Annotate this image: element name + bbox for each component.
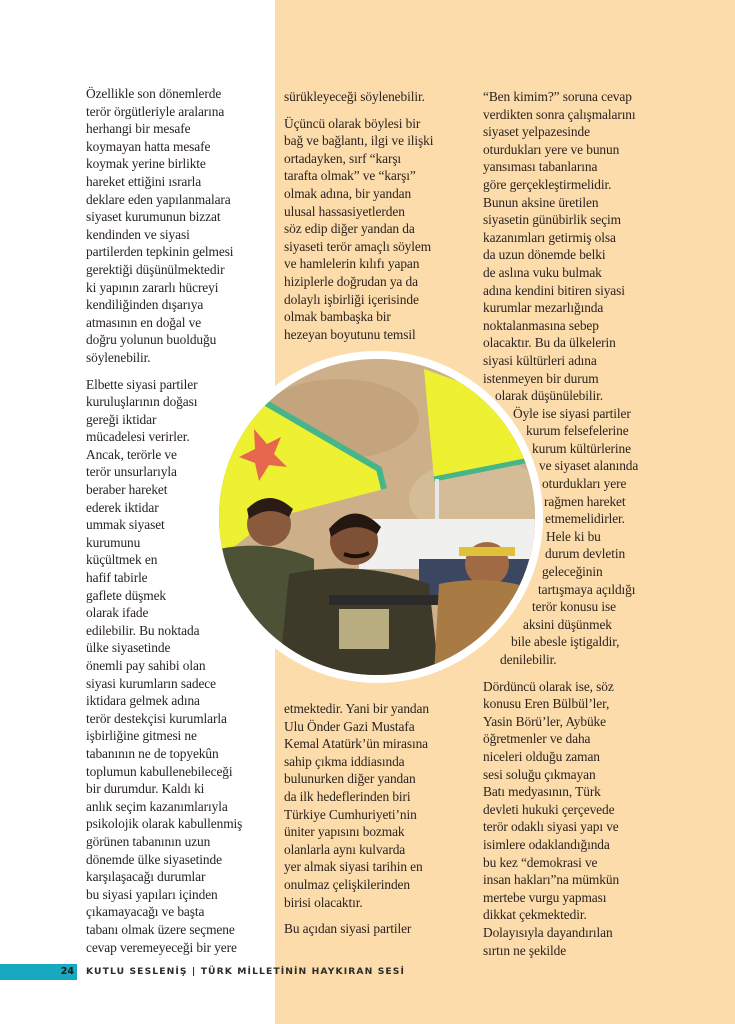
text-line: denilebilir.	[500, 652, 557, 667]
running-title: KUTLU SESLENİŞ | TÜRK MİLLETİNİN HAYKIRAN SESİ	[86, 966, 406, 977]
text-line: edilebilir. Bu noktada	[86, 622, 200, 638]
text-line: birisi olacaktır.	[284, 894, 363, 910]
text-line: olarak ifade	[86, 605, 149, 621]
text-line: dolaylı işbirliği içerisinde	[284, 291, 419, 307]
text-line: Bu açıdan siyasi partiler	[284, 921, 412, 937]
text-line: koymayan hatta mesafe	[86, 138, 211, 154]
text-line: siyaseti terör amaçlı söylem	[284, 238, 432, 254]
text-line: toplumun kabullenebileceği	[86, 763, 233, 779]
text-line: insan hakları”na mümkün	[483, 872, 620, 888]
text-line: siyasetin günübirlik seçim	[483, 212, 621, 228]
text-line: olmak adına, bir yandan	[284, 185, 412, 201]
text-line: tartışmaya açıldığı	[538, 581, 636, 597]
text-line: geleceğinin	[542, 564, 603, 580]
text-line: bulunurken diğer yandan	[284, 771, 416, 787]
text-line: kendinden ve siyasi	[86, 226, 190, 242]
text-line: sürükleyeceği söylenebilir.	[284, 89, 425, 104]
text-line: kuruluşlarının doğası	[86, 394, 198, 410]
text-line: kurum felsefelerine	[526, 423, 629, 439]
text-line: öğretmenler ve daha	[483, 731, 591, 747]
headband	[459, 547, 515, 556]
page-number: 24	[60, 966, 74, 977]
text-line: kazanımları getirmiş olsa	[483, 229, 616, 245]
text-line: çıkamayacağı ve başta	[86, 904, 205, 920]
text-line: durum devletin	[545, 546, 626, 562]
text-line: ederek iktidar	[86, 499, 159, 515]
text-line: söylenebilir.	[86, 349, 151, 365]
text-line: olmak bambaşka bir	[284, 309, 391, 325]
text-line: Yasin Börü’ler, Aybüke	[483, 713, 606, 729]
text-line: bir durumdur. Kaldı ki	[86, 781, 205, 797]
paragraph	[284, 115, 469, 344]
text-line: etmemelidirler.	[545, 511, 625, 527]
text-line: bağ ve bağlantı, ilgi ve ilişki	[284, 133, 434, 149]
text-line: niceleri olduğu zaman	[483, 748, 600, 764]
text-line: görünen tabanının uzun	[86, 833, 211, 849]
text-line: siyasi kurumların sadece	[86, 675, 216, 691]
text-line: partilerden tepkinin gelmesi	[86, 244, 234, 260]
text-line: üniter yapısını bozmak	[284, 824, 405, 840]
text-line: mücadelesi verirler.	[86, 429, 190, 445]
text-line: ki yapının zararlı hücreyi	[86, 279, 219, 295]
text-line: kurumlar mezarlığında	[483, 300, 604, 316]
text-line: olanlarla aynı kulvarda	[284, 841, 406, 857]
text-line: ve hamlelerin kılıfı yapan	[284, 256, 420, 272]
text-line: onulmaz çelişkilerinden	[284, 876, 410, 892]
ammo-pouch	[339, 609, 389, 649]
text-line: rağmen hareket	[544, 493, 626, 509]
text-line: siyaset yelpazesinde	[483, 124, 590, 140]
text-line: bu siyasi yapıları içinden	[86, 886, 218, 902]
text-line: oturdukları yere ve bunun	[483, 141, 620, 157]
text-line: psikolojik olarak kabullenmiş	[86, 816, 243, 832]
text-line: ortadayken, sırf “karşı	[284, 150, 402, 166]
text-line: ulusal hassasiyetlerden	[284, 203, 405, 219]
text-line: göre gerçekleştirmelidir.	[483, 176, 612, 192]
text-line: beraber hareket	[86, 482, 168, 498]
text-line: Üçüncü olarak böylesi bir	[284, 115, 421, 131]
text-line: verdikten sonra çalışmalarını	[483, 106, 636, 122]
text-line: cevap veremeyeceği bir yere	[86, 939, 237, 955]
text-line: Ancak, terörle ve	[86, 446, 177, 462]
text-line: Ulu Önder Gazi Mustafa	[284, 718, 415, 734]
text-line: hiziplerle doğrudan ya da	[284, 273, 418, 289]
text-line: koymak yerine birlikte	[86, 156, 206, 172]
text-line: de aslına vuku bulmak	[483, 264, 602, 280]
text-column-2-top	[284, 88, 469, 352]
text-line: tabanının ne de topyekûn	[86, 745, 219, 761]
text-line: ve siyaset alanında	[539, 458, 639, 474]
text-line: yansıması tabanlarına	[483, 159, 598, 175]
text-line: Dördüncü olarak ise, söz	[483, 678, 614, 694]
text-line: sahip çıkma iddiasında	[284, 753, 405, 769]
text-line: da ilk hedeflerinden biri	[284, 788, 411, 804]
text-line: karşılaşacağı durumlar	[86, 869, 206, 885]
text-line: adına kendini bitiren siyasi	[483, 282, 625, 298]
paragraph	[483, 678, 683, 960]
text-line: olarak düşünülebilir.	[495, 388, 603, 404]
text-line: tabanı olmak üzere seçmene	[86, 921, 235, 937]
text-line: Elbette siyasi partiler	[86, 376, 198, 392]
text-line: terör odaklı siyasi yapı ve	[483, 819, 619, 835]
text-line: herhangi bir mesafe	[86, 121, 191, 137]
text-line: terör konusu ise	[532, 599, 616, 615]
text-line: kurumunu	[86, 534, 141, 550]
text-line: iktidara gelmek adına	[86, 693, 200, 709]
text-line: Batı medyasının, Türk	[483, 784, 601, 800]
photo-illustration	[219, 359, 535, 675]
text-line: dikkat çekmektedir.	[483, 907, 587, 923]
text-line: Kemal Atatürk’ün mirasına	[284, 736, 429, 752]
text-line: da uzun dönemde belki	[483, 247, 606, 263]
text-line: gereği iktidar	[86, 411, 157, 427]
text-line: oturdukları yere	[542, 476, 627, 492]
text-line: Dolayısıyla dayandırılan	[483, 924, 613, 940]
text-line: atmasının en doğal ve	[86, 314, 202, 330]
text-line: siyasi kültürleri adına	[483, 352, 597, 368]
text-line: Hele ki bu	[546, 528, 601, 544]
paragraph	[86, 85, 271, 367]
text-line: söz edip diğer yandan da	[284, 221, 415, 237]
text-line: istenmeyen bir durum	[483, 370, 599, 386]
text-line: konusu Eren Bülbül’ler,	[483, 696, 610, 712]
text-line: önemli pay sahibi olan	[86, 658, 206, 673]
text-line: siyaset kurumunun bizzat	[86, 209, 221, 225]
text-line: sesi soluğu çıkmayan	[483, 766, 596, 782]
text-line: etmektedir. Yani bir yandan	[284, 701, 429, 716]
text-line: dönemde ülke siyasetinde	[86, 851, 222, 867]
text-line: ülke siyasetinde	[86, 640, 171, 656]
text-line: olacaktır. Bu da ülkelerin	[483, 335, 616, 351]
text-line: gaflete düşmek	[86, 587, 167, 603]
text-line: deklare eden yapılanmalara	[86, 191, 231, 207]
text-line: Öyle ise siyasi partiler	[513, 405, 631, 421]
text-line: hezeyan boyutunu temsil	[284, 326, 416, 342]
text-line: aksini düşünmek	[523, 616, 612, 632]
text-line: sırtın ne şekilde	[483, 942, 567, 958]
text-line: terör örgütleriyle aralarına	[86, 103, 225, 119]
text-line: terör destekçisi kurumlarla	[86, 710, 227, 726]
text-line: küçültmek en	[86, 552, 158, 568]
text-line: bu kez “demokrasi ve	[483, 854, 598, 870]
text-line: bile abesle iştigaldir,	[511, 634, 620, 650]
text-line: Türkiye Cumhuriyeti’nin	[284, 806, 417, 822]
text-line: Bunun aksine üretilen	[483, 194, 599, 210]
photo-frame	[211, 351, 543, 683]
text-line: kendiliğinden dışarıya	[86, 297, 204, 313]
text-line: hafif tabirle	[86, 570, 148, 586]
text-line: devleti hukuki çerçevede	[483, 801, 615, 817]
text-line: “Ben kimim?” soruna cevap	[483, 89, 632, 104]
text-line: gerektiği düşünülmektedir	[86, 261, 225, 277]
article-photo	[219, 359, 535, 675]
text-line: doğru yolunun buolduğu	[86, 332, 217, 348]
text-line: noktalanmasına sebep	[483, 317, 599, 333]
text-line: kurum kültürlerine	[532, 440, 631, 456]
text-column-2-bottom	[284, 700, 469, 947]
text-line: ummak siyaset	[86, 517, 165, 533]
text-line: mertebe vurgu yapması	[483, 889, 607, 905]
paragraph	[284, 88, 469, 106]
paragraph	[284, 700, 469, 911]
text-line: tarafta olmak” ve “karşı”	[284, 168, 416, 184]
text-line: yer almak siyasi tarihin en	[284, 859, 423, 875]
paragraph	[284, 920, 469, 938]
text-line: hareket ettiğini ısrarla	[86, 173, 202, 189]
text-line: Özellikle son dönemlerde	[86, 86, 222, 101]
text-line: işbirliğine gitmesi ne	[86, 728, 197, 744]
text-line: anlık seçim kazanımlarıyla	[86, 798, 228, 814]
text-line: isimlere odaklandığında	[483, 836, 610, 852]
text-line: terör unsurlarıyla	[86, 464, 177, 480]
